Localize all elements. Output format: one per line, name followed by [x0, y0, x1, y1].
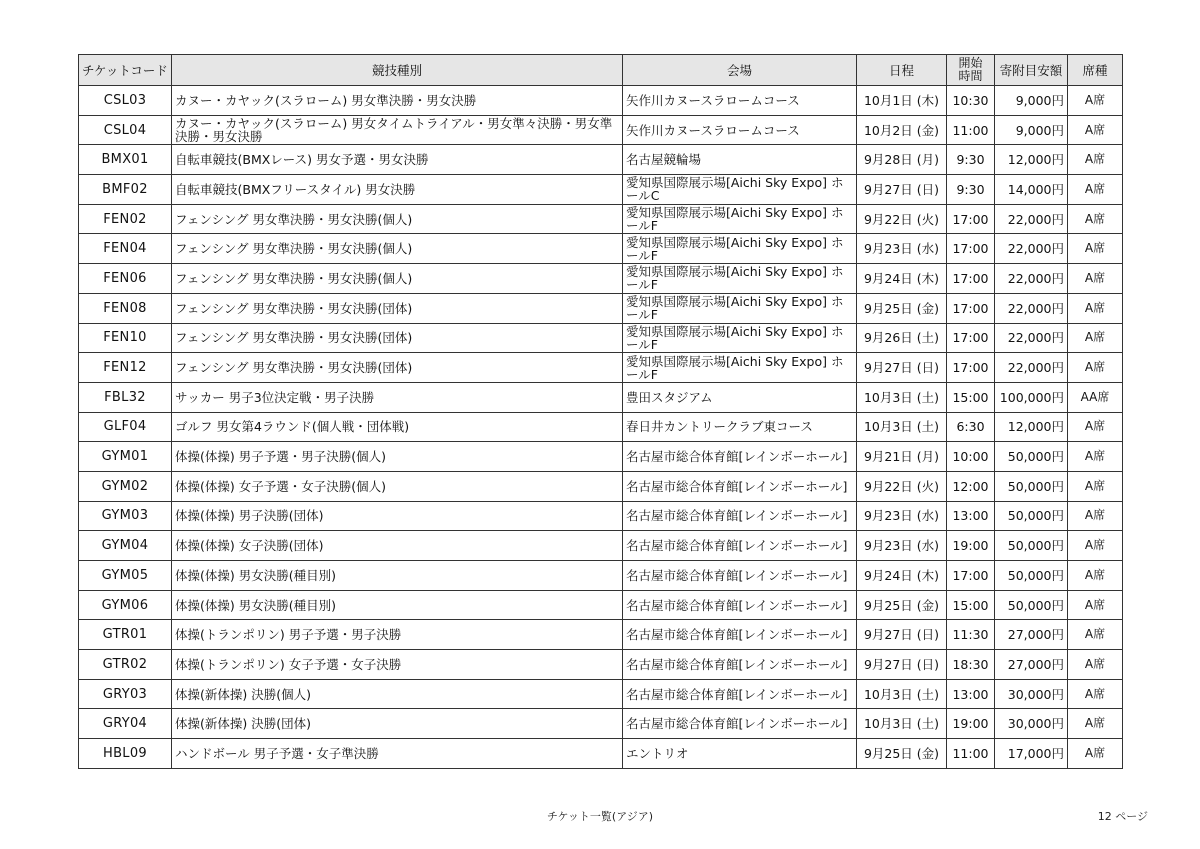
date-cell: 10月3日 (土)	[857, 412, 947, 442]
ticket-code-cell: GYM06	[79, 590, 172, 620]
seat-cell: A席	[1068, 561, 1123, 591]
event-cell: 体操(新体操) 決勝(団体)	[172, 709, 623, 739]
event-cell: 体操(体操) 男女決勝(種目別)	[172, 561, 623, 591]
header-start-time	[947, 55, 995, 86]
date-cell: 9月25日 (金)	[857, 590, 947, 620]
seat-cell: A席	[1068, 204, 1123, 234]
venue-cell: 名古屋市総合体育館[レインボーホール]	[623, 709, 857, 739]
venue-cell: 愛知県国際展示場[Aichi Sky Expo] ホールF	[623, 353, 857, 383]
seat-cell: A席	[1068, 323, 1123, 353]
start-time-cell: 9:30	[947, 145, 995, 175]
date-cell: 9月21日 (月)	[857, 442, 947, 472]
table-row	[79, 264, 1123, 294]
table-row	[79, 501, 1123, 531]
ticket-code-cell: GTR01	[79, 620, 172, 650]
start-time-cell: 17:00	[947, 204, 995, 234]
date-cell: 9月27日 (日)	[857, 353, 947, 383]
ticket-code-cell: GYM04	[79, 531, 172, 561]
ticket-code-cell: FEN04	[79, 234, 172, 264]
header-price: 寄附目安額	[995, 55, 1068, 86]
ticket-code-cell: BMX01	[79, 145, 172, 175]
start-time-cell: 11:30	[947, 620, 995, 650]
seat-cell: A席	[1068, 590, 1123, 620]
venue-cell: 愛知県国際展示場[Aichi Sky Expo] ホールC	[623, 175, 857, 205]
event-cell: 体操(トランポリン) 女子予選・女子決勝	[172, 650, 623, 680]
price-cell: 50,000円	[995, 501, 1068, 531]
venue-cell: 名古屋競輪場	[623, 145, 857, 175]
table-row	[79, 234, 1123, 264]
event-cell: 自転車競技(BMXフリースタイル) 男女決勝	[172, 175, 623, 205]
event-cell: 体操(体操) 女子予選・女子決勝(個人)	[172, 471, 623, 501]
seat-cell: A席	[1068, 471, 1123, 501]
ticket-code-cell: CSL03	[79, 86, 172, 116]
seat-cell: A席	[1068, 739, 1123, 769]
start-time-cell: 17:00	[947, 264, 995, 294]
seat-cell: AA席	[1068, 382, 1123, 412]
start-time-cell: 15:00	[947, 590, 995, 620]
seat-cell: A席	[1068, 650, 1123, 680]
table-row	[79, 620, 1123, 650]
table-row	[79, 679, 1123, 709]
start-time-cell: 19:00	[947, 531, 995, 561]
ticket-code-cell: GTR02	[79, 650, 172, 680]
event-cell: 体操(トランポリン) 男子予選・男子決勝	[172, 620, 623, 650]
venue-cell: 愛知県国際展示場[Aichi Sky Expo] ホールF	[623, 204, 857, 234]
table-row	[79, 86, 1123, 116]
table-row	[79, 590, 1123, 620]
table-body	[79, 86, 1123, 769]
event-cell: ゴルフ 男女第4ラウンド(個人戦・団体戦)	[172, 412, 623, 442]
table-row	[79, 204, 1123, 234]
seat-cell: A席	[1068, 234, 1123, 264]
event-cell: 体操(体操) 女子決勝(団体)	[172, 531, 623, 561]
ticket-code-cell: FBL32	[79, 382, 172, 412]
price-cell: 27,000円	[995, 620, 1068, 650]
date-cell: 9月26日 (土)	[857, 323, 947, 353]
date-cell: 9月27日 (日)	[857, 620, 947, 650]
date-cell: 9月24日 (木)	[857, 264, 947, 294]
price-cell: 22,000円	[995, 323, 1068, 353]
venue-cell: 名古屋市総合体育館[レインボーホール]	[623, 531, 857, 561]
table-row	[79, 323, 1123, 353]
header-date: 日程	[857, 55, 947, 86]
event-cell: カヌー・カヤック(スラローム) 男女タイムトライアル・男女準々決勝・男女準決勝・男女決勝	[172, 115, 623, 145]
table-row	[79, 293, 1123, 323]
event-cell: フェンシング 男女準決勝・男女決勝(団体)	[172, 323, 623, 353]
start-time-cell: 13:00	[947, 679, 995, 709]
seat-cell: A席	[1068, 709, 1123, 739]
table-row	[79, 531, 1123, 561]
header-venue: 会場	[623, 55, 857, 86]
price-cell: 30,000円	[995, 709, 1068, 739]
start-time-cell: 11:00	[947, 739, 995, 769]
venue-cell: 愛知県国際展示場[Aichi Sky Expo] ホールF	[623, 264, 857, 294]
ticket-code-cell: GRY03	[79, 679, 172, 709]
price-cell: 22,000円	[995, 234, 1068, 264]
price-cell: 14,000円	[995, 175, 1068, 205]
start-time-cell: 17:00	[947, 353, 995, 383]
ticket-code-cell: FEN12	[79, 353, 172, 383]
price-cell: 9,000円	[995, 86, 1068, 116]
event-cell: フェンシング 男女準決勝・男女決勝(団体)	[172, 293, 623, 323]
price-cell: 27,000円	[995, 650, 1068, 680]
venue-cell: 名古屋市総合体育館[レインボーホール]	[623, 590, 857, 620]
date-cell: 9月23日 (水)	[857, 531, 947, 561]
ticket-table	[78, 54, 1123, 769]
header-seat: 席種	[1068, 55, 1123, 86]
seat-cell: A席	[1068, 679, 1123, 709]
ticket-code-cell: GYM03	[79, 501, 172, 531]
ticket-code-cell: FEN08	[79, 293, 172, 323]
header-start-time-line1: 開始	[958, 56, 983, 70]
start-time-cell: 18:30	[947, 650, 995, 680]
venue-cell: エントリオ	[623, 739, 857, 769]
venue-cell: 名古屋市総合体育館[レインボーホール]	[623, 501, 857, 531]
start-time-cell: 17:00	[947, 293, 995, 323]
event-cell: 自転車競技(BMXレース) 男女予選・男女決勝	[172, 145, 623, 175]
table-row	[79, 115, 1123, 145]
price-cell: 22,000円	[995, 264, 1068, 294]
start-time-cell: 11:00	[947, 115, 995, 145]
event-cell: 体操(体操) 男女決勝(種目別)	[172, 590, 623, 620]
date-cell: 10月1日 (木)	[857, 86, 947, 116]
venue-cell: 名古屋市総合体育館[レインボーホール]	[623, 442, 857, 472]
price-cell: 17,000円	[995, 739, 1068, 769]
event-cell: 体操(体操) 男子予選・男子決勝(個人)	[172, 442, 623, 472]
table-row	[79, 709, 1123, 739]
header-start-time-line2: 時間	[958, 69, 983, 83]
price-cell: 12,000円	[995, 145, 1068, 175]
start-time-cell: 17:00	[947, 234, 995, 264]
page-number: 12 ページ	[1097, 810, 1148, 823]
ticket-code-cell: FEN02	[79, 204, 172, 234]
date-cell: 9月27日 (日)	[857, 175, 947, 205]
start-time-cell: 10:30	[947, 86, 995, 116]
ticket-code-cell: GLF04	[79, 412, 172, 442]
event-cell: 体操(新体操) 決勝(個人)	[172, 679, 623, 709]
date-cell: 9月23日 (水)	[857, 501, 947, 531]
venue-cell: 豊田スタジアム	[623, 382, 857, 412]
date-cell: 9月25日 (金)	[857, 293, 947, 323]
date-cell: 9月22日 (火)	[857, 471, 947, 501]
price-cell: 22,000円	[995, 353, 1068, 383]
price-cell: 50,000円	[995, 590, 1068, 620]
date-cell: 9月24日 (木)	[857, 561, 947, 591]
seat-cell: A席	[1068, 115, 1123, 145]
date-cell: 9月23日 (水)	[857, 234, 947, 264]
start-time-cell: 17:00	[947, 561, 995, 591]
price-cell: 50,000円	[995, 442, 1068, 472]
seat-cell: A席	[1068, 412, 1123, 442]
ticket-code-cell: GRY04	[79, 709, 172, 739]
start-time-cell: 17:00	[947, 323, 995, 353]
seat-cell: A席	[1068, 264, 1123, 294]
table-row	[79, 561, 1123, 591]
start-time-cell: 15:00	[947, 382, 995, 412]
date-cell: 9月28日 (月)	[857, 145, 947, 175]
ticket-code-cell: GYM02	[79, 471, 172, 501]
venue-cell: 春日井カントリークラブ東コース	[623, 412, 857, 442]
start-time-cell: 10:00	[947, 442, 995, 472]
ticket-code-cell: GYM05	[79, 561, 172, 591]
seat-cell: A席	[1068, 353, 1123, 383]
table-row	[79, 175, 1123, 205]
event-cell: 体操(体操) 男子決勝(団体)	[172, 501, 623, 531]
seat-cell: A席	[1068, 293, 1123, 323]
event-cell: ハンドボール 男子予選・女子準決勝	[172, 739, 623, 769]
venue-cell: 名古屋市総合体育館[レインボーホール]	[623, 561, 857, 591]
start-time-cell: 12:00	[947, 471, 995, 501]
seat-cell: A席	[1068, 442, 1123, 472]
event-cell: フェンシング 男女準決勝・男女決勝(個人)	[172, 204, 623, 234]
start-time-cell: 9:30	[947, 175, 995, 205]
price-cell: 50,000円	[995, 531, 1068, 561]
price-cell: 12,000円	[995, 412, 1068, 442]
venue-cell: 矢作川カヌースラロームコース	[623, 115, 857, 145]
start-time-cell: 13:00	[947, 501, 995, 531]
start-time-cell: 19:00	[947, 709, 995, 739]
ticket-code-cell: FEN10	[79, 323, 172, 353]
ticket-code-cell: CSL04	[79, 115, 172, 145]
price-cell: 100,000円	[995, 382, 1068, 412]
footer-title: チケット一覧(アジア)	[546, 810, 654, 823]
venue-cell: 愛知県国際展示場[Aichi Sky Expo] ホールF	[623, 234, 857, 264]
date-cell: 10月3日 (土)	[857, 709, 947, 739]
table-row	[79, 650, 1123, 680]
ticket-code-cell: BMF02	[79, 175, 172, 205]
venue-cell: 矢作川カヌースラロームコース	[623, 86, 857, 116]
table-header	[79, 55, 1123, 86]
table-row	[79, 353, 1123, 383]
price-cell: 50,000円	[995, 561, 1068, 591]
start-time-cell: 6:30	[947, 412, 995, 442]
date-cell: 10月3日 (土)	[857, 679, 947, 709]
ticket-code-cell: HBL09	[79, 739, 172, 769]
event-cell: フェンシング 男女準決勝・男女決勝(個人)	[172, 234, 623, 264]
venue-cell: 愛知県国際展示場[Aichi Sky Expo] ホールF	[623, 293, 857, 323]
seat-cell: A席	[1068, 620, 1123, 650]
price-cell: 50,000円	[995, 471, 1068, 501]
date-cell: 9月22日 (火)	[857, 204, 947, 234]
event-cell: フェンシング 男女準決勝・男女決勝(個人)	[172, 264, 623, 294]
venue-cell: 名古屋市総合体育館[レインボーホール]	[623, 650, 857, 680]
event-cell: サッカー 男子3位決定戦・男子決勝	[172, 382, 623, 412]
date-cell: 9月25日 (金)	[857, 739, 947, 769]
venue-cell: 愛知県国際展示場[Aichi Sky Expo] ホールF	[623, 323, 857, 353]
seat-cell: A席	[1068, 86, 1123, 116]
seat-cell: A席	[1068, 145, 1123, 175]
ticket-code-cell: FEN06	[79, 264, 172, 294]
event-cell: カヌー・カヤック(スラローム) 男女準決勝・男女決勝	[172, 86, 623, 116]
table-row	[79, 739, 1123, 769]
venue-cell: 名古屋市総合体育館[レインボーホール]	[623, 471, 857, 501]
price-cell: 22,000円	[995, 293, 1068, 323]
venue-cell: 名古屋市総合体育館[レインボーホール]	[623, 620, 857, 650]
price-cell: 9,000円	[995, 115, 1068, 145]
ticket-code-cell: GYM01	[79, 442, 172, 472]
date-cell: 10月3日 (土)	[857, 382, 947, 412]
price-cell: 22,000円	[995, 204, 1068, 234]
seat-cell: A席	[1068, 531, 1123, 561]
table-row	[79, 382, 1123, 412]
date-cell: 10月2日 (金)	[857, 115, 947, 145]
table-row	[79, 442, 1123, 472]
price-cell: 30,000円	[995, 679, 1068, 709]
header-event: 競技種別	[172, 55, 623, 86]
date-cell: 9月27日 (日)	[857, 650, 947, 680]
venue-cell: 名古屋市総合体育館[レインボーホール]	[623, 679, 857, 709]
event-cell: フェンシング 男女準決勝・男女決勝(団体)	[172, 353, 623, 383]
table-row	[79, 145, 1123, 175]
table-row	[79, 471, 1123, 501]
seat-cell: A席	[1068, 501, 1123, 531]
seat-cell: A席	[1068, 175, 1123, 205]
table-row	[79, 412, 1123, 442]
header-code: チケットコード	[79, 55, 172, 86]
